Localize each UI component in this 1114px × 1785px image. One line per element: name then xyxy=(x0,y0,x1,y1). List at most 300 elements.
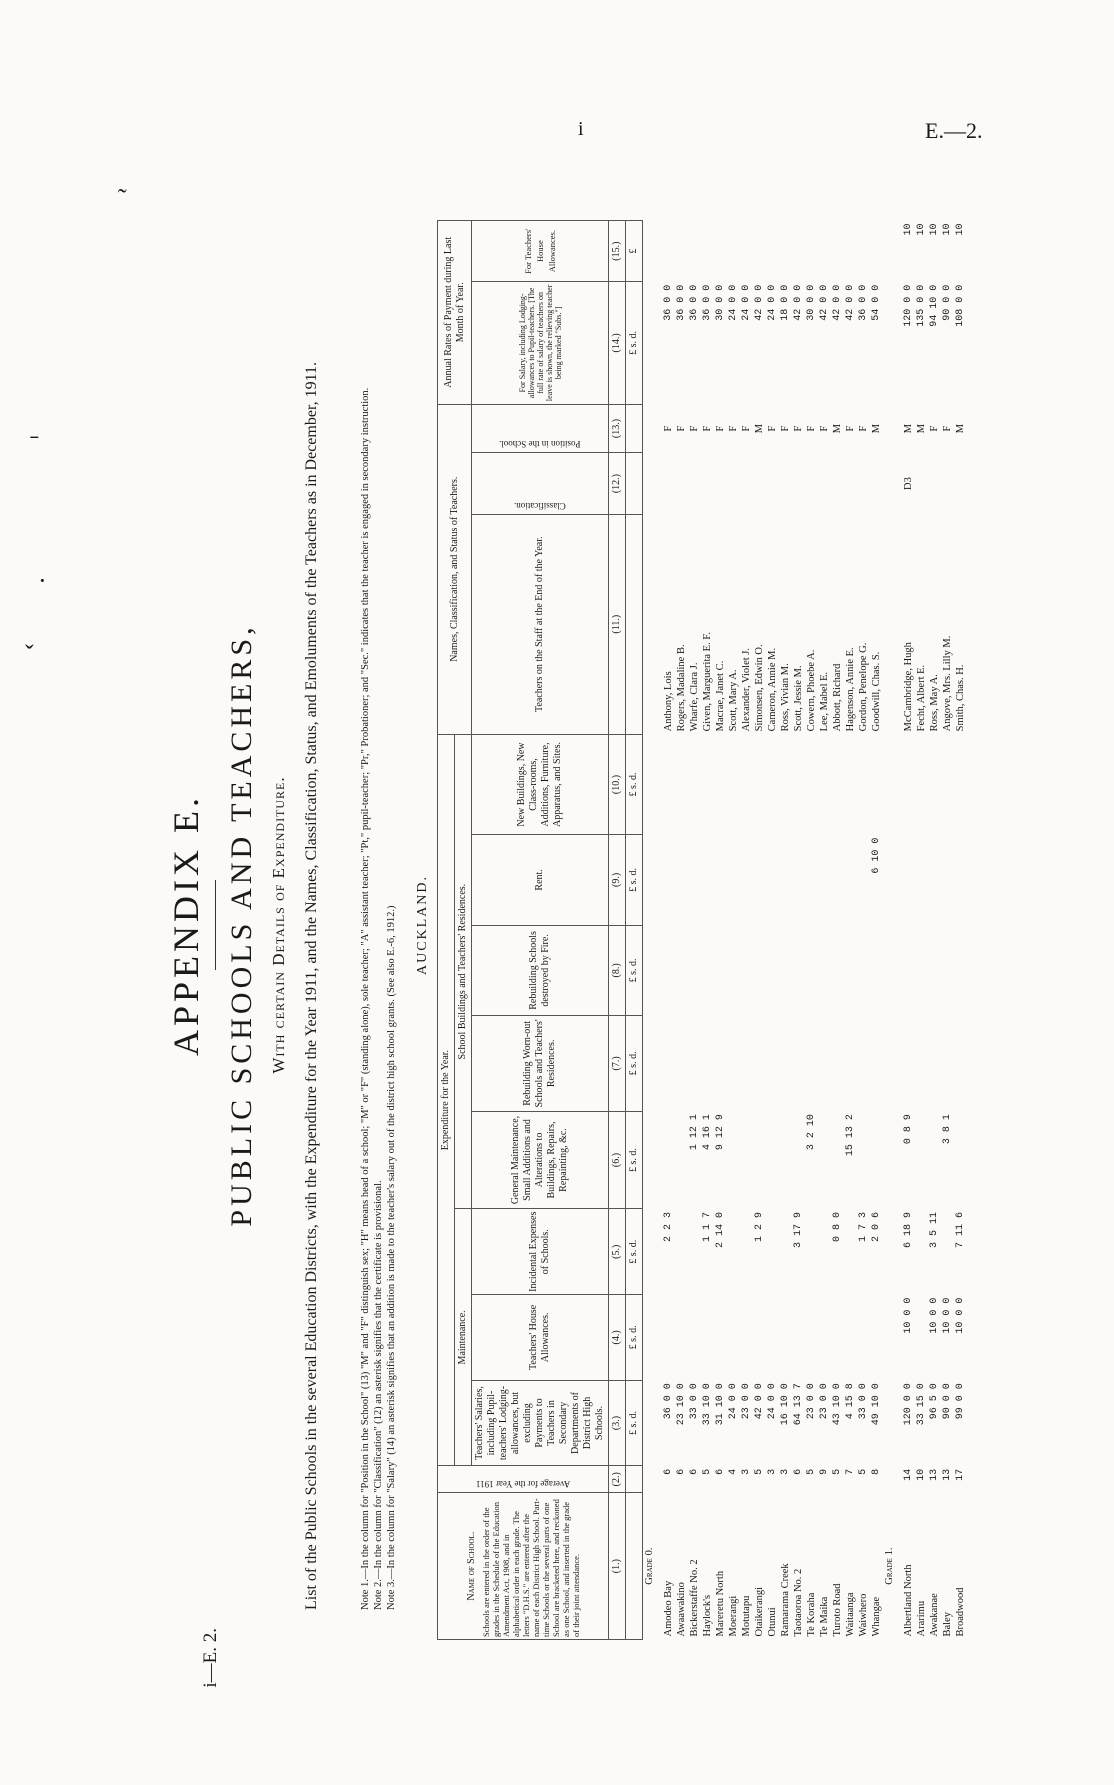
column-number: (7.) xyxy=(609,1016,626,1111)
house-rate-value: 10 xyxy=(915,223,927,236)
rent-value xyxy=(818,835,831,926)
classification-value xyxy=(870,453,883,514)
column-number: (11.) xyxy=(609,514,626,734)
house-allowance-value: 10 0 0 xyxy=(902,1297,914,1334)
salary-rate-value: 42 0 0 xyxy=(844,284,856,321)
empty-cell xyxy=(643,404,657,453)
rebuilding-wornout-value xyxy=(844,1016,857,1111)
empty-cell xyxy=(883,734,896,834)
rent-value xyxy=(688,835,701,926)
notes-block xyxy=(359,240,398,1610)
new-buildings-value xyxy=(941,734,954,834)
average-attendance: 8 xyxy=(870,1468,882,1475)
rebuilding-fire-value xyxy=(928,925,941,1016)
empty-cell xyxy=(643,1209,657,1295)
salary-rate-value: 42 0 0 xyxy=(818,284,830,321)
salary-rate-value: 94 10 0 xyxy=(928,284,940,327)
house-allowance-value: 10 0 0 xyxy=(954,1297,966,1334)
teacher-name: Hagenson, Annie E. xyxy=(844,647,856,732)
teacher-name: Gordon, Penelope G. xyxy=(857,642,869,732)
rebuilding-wornout-value xyxy=(740,1016,753,1111)
rebuilding-wornout-value xyxy=(675,1016,688,1111)
classification-value xyxy=(792,453,805,514)
note-1: Note 1.—In the column for "Position in the School" (13) "M" and "F" distinguish sex; "H" means head of a school; "M" or "F" (standing alone), sole teacher; "A" assistant teacher; "Pt," pupil-teacher; "Pr," Probationer; and "Sec." indicates that the teacher is engaged in secondary instruction. xyxy=(360,387,371,1610)
position-value: F xyxy=(714,425,726,432)
teacher-name: Scott, Jessie M. xyxy=(792,665,804,732)
table-row xyxy=(675,221,688,1640)
teacher-name: Simonsen, Edwin O. xyxy=(753,644,765,732)
house-allowance-value xyxy=(792,1295,805,1381)
teacher-name: Scott, Mary A. xyxy=(727,669,739,732)
table-row xyxy=(701,221,714,1640)
document-subtitle: PUBLIC SCHOOLS AND TEACHERS, xyxy=(225,623,258,1227)
rebuilding-wornout-value xyxy=(688,1016,701,1111)
header-position: Position in the School. xyxy=(472,404,609,453)
new-buildings-value xyxy=(805,734,818,834)
average-attendance: 6 xyxy=(714,1468,726,1475)
table-row xyxy=(740,221,753,1640)
empty-cell xyxy=(883,1295,896,1381)
empty-cell xyxy=(883,404,896,453)
header-house-allowances: Teachers' House Allowances. xyxy=(472,1295,609,1381)
column-number: (13.) xyxy=(609,404,626,453)
salaries-value: 42 0 0 xyxy=(753,1383,765,1420)
table-row xyxy=(792,221,805,1640)
document-subtitle-detail: With certain Details of Expenditure. xyxy=(269,776,288,1074)
rebuilding-wornout-value xyxy=(727,1016,740,1111)
position-value: F xyxy=(727,425,739,432)
school-name: Ararimu xyxy=(915,1600,927,1637)
salary-rate-value: 30 0 0 xyxy=(805,284,817,321)
salaries-value: 120 0 0 xyxy=(902,1383,914,1426)
position-value: F xyxy=(740,425,752,432)
rebuilding-wornout-value xyxy=(656,1016,675,1111)
salary-rate-value: 24 0 0 xyxy=(727,284,739,321)
empty-cell xyxy=(643,1380,657,1466)
position-value: F xyxy=(818,425,830,432)
position-value: F xyxy=(662,425,674,432)
salaries-value: 49 10 0 xyxy=(870,1383,882,1426)
salaries-value: 90 0 0 xyxy=(941,1383,953,1420)
average-attendance: 6 xyxy=(662,1468,674,1475)
note-2: Note 2.—In the column for "Classification" (12) an asterisk signifies that the certificate is provisional. xyxy=(373,1180,384,1610)
house-allowance-value xyxy=(818,1295,831,1381)
rent-value xyxy=(844,835,857,926)
salary-rate-value: 36 0 0 xyxy=(662,284,674,321)
empty-cell xyxy=(643,221,657,282)
rebuilding-fire-value xyxy=(870,925,883,1016)
table-row xyxy=(941,221,954,1640)
house-rate-value xyxy=(792,221,805,282)
house-allowance-value xyxy=(805,1295,818,1381)
new-buildings-value xyxy=(844,734,857,834)
school-name: Turoto Road xyxy=(831,1583,843,1637)
column-number: (8.) xyxy=(609,925,626,1016)
header-buildings: School Buildings and Teachers' Residences. xyxy=(455,734,472,1209)
teacher-name: Fecht, Albert E. xyxy=(915,664,927,732)
incidental-value xyxy=(818,1209,831,1295)
new-buildings-value xyxy=(915,734,928,834)
position-value: F xyxy=(766,425,778,432)
house-rate-value xyxy=(844,221,857,282)
classification-value xyxy=(928,453,941,514)
salary-rate-value: 18 0 0 xyxy=(779,284,791,321)
salaries-value: 99 0 0 xyxy=(954,1383,966,1420)
scan-mark: · xyxy=(38,566,47,595)
rebuilding-fire-value xyxy=(701,925,714,1016)
new-buildings-value xyxy=(857,734,870,834)
general-maintenance-value: 3 2 10 xyxy=(805,1114,817,1151)
house-rate-value: 10 xyxy=(954,223,966,236)
average-attendance: 13 xyxy=(941,1468,953,1481)
general-maintenance-value xyxy=(928,1111,941,1209)
header-expenditure: Expenditure for the Year. xyxy=(438,734,455,1465)
salaries-value: 64 13 7 xyxy=(792,1383,804,1426)
classification-value xyxy=(688,453,701,514)
schools-table xyxy=(437,220,967,1640)
empty-cell xyxy=(643,1466,657,1493)
rebuilding-wornout-value xyxy=(714,1016,727,1111)
rebuilding-fire-value xyxy=(805,925,818,1016)
house-allowance-value xyxy=(701,1295,714,1381)
header-salary-rate: For Salary, including Lodging-allowances to Pupil-teachers. [The full rate of salary of teachers on leave is shown, the relieving teacher being marked "Subs."] xyxy=(472,282,609,404)
new-buildings-value xyxy=(727,734,740,834)
average-attendance: 10 xyxy=(915,1468,927,1481)
rebuilding-fire-value xyxy=(915,925,928,1016)
header-house-rate: For Teachers' House Allowances. xyxy=(472,221,609,282)
position-value: F xyxy=(941,425,953,432)
incidental-value: 3 5 11 xyxy=(928,1211,940,1248)
average-attendance: 14 xyxy=(902,1468,914,1481)
average-attendance: 9 xyxy=(818,1468,830,1475)
house-allowance-value xyxy=(656,1295,675,1381)
classification-value xyxy=(941,453,954,514)
school-name: Broadwood xyxy=(954,1587,966,1637)
incidental-value xyxy=(675,1209,688,1295)
classification-value xyxy=(954,453,967,514)
new-buildings-value xyxy=(870,734,883,834)
house-allowance-value xyxy=(766,1295,779,1381)
average-attendance: 6 xyxy=(792,1468,804,1475)
header-rebuilding-wornout: Rebuilding Worn-out Schools and Teachers' Residences. xyxy=(472,1016,609,1111)
house-rate-value xyxy=(688,221,701,282)
teacher-name: Rogers, Madaline B. xyxy=(675,644,687,732)
general-maintenance-value xyxy=(766,1111,779,1209)
empty-cell xyxy=(883,835,896,926)
salary-rate-value: 36 0 0 xyxy=(688,284,700,321)
general-maintenance-value xyxy=(779,1111,792,1209)
header-teachers: Teachers on the Staff at the End of the Year. xyxy=(472,514,609,734)
salary-rate-value: 24 0 0 xyxy=(766,284,778,321)
header-rebuilding-fire: Rebuilding Schools destroyed by Fire. xyxy=(472,925,609,1016)
classification-value xyxy=(857,453,870,514)
house-rate-value: 10 xyxy=(902,223,914,236)
column-number-row xyxy=(609,221,626,1640)
classification-value xyxy=(740,453,753,514)
grade-label: Grade 0. xyxy=(643,1547,655,1585)
empty-cell xyxy=(883,514,896,734)
rent-value xyxy=(954,835,967,926)
rebuilding-wornout-value xyxy=(766,1016,779,1111)
empty-cell xyxy=(643,453,657,514)
general-maintenance-value xyxy=(954,1111,967,1209)
salaries-value: 23 0 0 xyxy=(740,1383,752,1420)
empty-cell xyxy=(643,1016,657,1111)
classification-value xyxy=(818,453,831,514)
new-buildings-value xyxy=(831,734,844,834)
house-rate-value xyxy=(714,221,727,282)
new-buildings-value xyxy=(954,734,967,834)
rebuilding-wornout-value xyxy=(805,1016,818,1111)
rebuilding-wornout-value xyxy=(818,1016,831,1111)
average-attendance: 6 xyxy=(688,1468,700,1475)
rebuilding-wornout-value xyxy=(941,1016,954,1111)
header-general-maintenance: General Maintenance, Small Additions and Alterations to Buildings, Repairs, Repainting, &c. xyxy=(472,1111,609,1209)
incidental-value xyxy=(688,1209,701,1295)
house-rate-value xyxy=(831,221,844,282)
teacher-name: Abbott, Richard xyxy=(831,663,843,732)
position-value: F xyxy=(701,425,713,432)
average-attendance: 3 xyxy=(779,1468,791,1475)
rebuilding-fire-value xyxy=(896,925,915,1016)
rent-value xyxy=(805,835,818,926)
empty-cell xyxy=(883,1209,896,1295)
rebuilding-fire-value xyxy=(714,925,727,1016)
house-allowance-value xyxy=(779,1295,792,1381)
column-number: (14.) xyxy=(609,282,626,404)
rebuilding-fire-value xyxy=(792,925,805,1016)
salaries-value: 43 10 0 xyxy=(831,1383,843,1426)
rebuilding-fire-value xyxy=(831,925,844,1016)
position-value: M xyxy=(831,423,843,434)
salary-rate-value: 36 0 0 xyxy=(857,284,869,321)
column-number: (3.) xyxy=(609,1380,626,1466)
empty-cell xyxy=(643,282,657,404)
incidental-value: 6 18 9 xyxy=(902,1211,914,1248)
rent-value xyxy=(857,835,870,926)
general-maintenance-value: 3 8 1 xyxy=(941,1114,953,1145)
empty-cell xyxy=(643,835,657,926)
salaries-value: 16 10 0 xyxy=(779,1383,791,1426)
school-name: Awakanae xyxy=(928,1593,940,1637)
salaries-value: 23 0 0 xyxy=(805,1383,817,1420)
table-row xyxy=(915,221,928,1640)
new-buildings-value xyxy=(779,734,792,834)
salaries-value: 33 0 0 xyxy=(857,1383,869,1420)
school-name: Amodeo Bay xyxy=(662,1580,674,1637)
house-allowance-value: 10 0 0 xyxy=(941,1297,953,1334)
average-attendance: 13 xyxy=(928,1468,940,1481)
house-rate-value xyxy=(740,221,753,282)
teacher-name: McCambridge, Hugh xyxy=(902,642,914,732)
salaries-value: 31 10 0 xyxy=(714,1383,726,1426)
rent-value xyxy=(831,835,844,926)
house-allowance-value xyxy=(688,1295,701,1381)
column-number: (2.) xyxy=(609,1466,626,1493)
table-row xyxy=(727,221,740,1640)
school-name: Haylock's xyxy=(701,1594,713,1637)
salary-rate-value: 108 0 0 xyxy=(954,284,966,327)
school-name: Bickerstaffe No. 2 xyxy=(688,1559,700,1637)
empty-cell xyxy=(643,1111,657,1209)
classification-value xyxy=(779,453,792,514)
rebuilding-wornout-value xyxy=(857,1016,870,1111)
house-allowance-value xyxy=(915,1295,928,1381)
rebuilding-fire-value xyxy=(779,925,792,1016)
rent-value: 6 10 0 xyxy=(870,837,882,874)
classification-value xyxy=(805,453,818,514)
average-attendance: 17 xyxy=(954,1468,966,1481)
house-allowance-value xyxy=(714,1295,727,1381)
school-name: Moerangi xyxy=(727,1595,739,1637)
classification-value xyxy=(915,453,928,514)
general-maintenance-value xyxy=(915,1111,928,1209)
empty-cell xyxy=(883,453,896,514)
average-attendance: 3 xyxy=(766,1468,778,1475)
house-rate-value: 10 xyxy=(928,223,940,236)
new-buildings-value xyxy=(656,734,675,834)
teacher-name: Cameron, Annie M. xyxy=(766,647,778,732)
average-attendance: 3 xyxy=(740,1468,752,1475)
page-reference-left: i—E. 2. xyxy=(200,1628,221,1688)
table-row xyxy=(656,221,675,1640)
lede-paragraph: List of the Public Schools in the several Education Districts, with the Expenditure for the Year 1911, and the Names, Classification, Status, and Emoluments of the Teachers as in December, 1911. xyxy=(303,361,320,1610)
rebuilding-fire-value xyxy=(753,925,766,1016)
incidental-value: 2 2 3 xyxy=(662,1211,674,1242)
column-number: (4.) xyxy=(609,1295,626,1381)
house-allowance-value xyxy=(740,1295,753,1381)
general-maintenance-value xyxy=(675,1111,688,1209)
new-buildings-value xyxy=(896,734,915,834)
house-rate-value xyxy=(675,221,688,282)
table-row xyxy=(818,221,831,1640)
average-attendance: 4 xyxy=(727,1468,739,1475)
rebuilding-wornout-value xyxy=(870,1016,883,1111)
position-value: M xyxy=(915,423,927,434)
note-3: Note 3.—In the column for "Salary" (14) an asterisk signifies that an addition is made to the teacher's salary out of the district high school grants. (See also E.-6, 1912.) xyxy=(386,905,397,1610)
position-value: M xyxy=(870,423,882,434)
incidental-value xyxy=(844,1209,857,1295)
average-attendance: 7 xyxy=(844,1468,856,1475)
header-name-of-school: Name of School. Schools are entered in the order of the grades in the Schedule of the Education Amendment Act, 1908, and in alphabetical order in each grade. The letters "D.H.S." are entered after the name of each District High School. Part-time Schools or the several parts of one School are bracketed here, and reckoned as one School, and inserted in the grade of their joint attendance. xyxy=(438,1493,609,1640)
school-name: Motutapu xyxy=(740,1595,752,1637)
table-row xyxy=(954,221,967,1640)
school-name: Te Koraha xyxy=(805,1592,817,1637)
average-attendance: 6 xyxy=(675,1468,687,1475)
house-allowance-value xyxy=(844,1295,857,1381)
table-row xyxy=(857,221,870,1640)
house-rate-value xyxy=(701,221,714,282)
general-maintenance-value xyxy=(656,1111,675,1209)
rebuilding-fire-value xyxy=(688,925,701,1016)
incidental-value xyxy=(941,1209,954,1295)
header-classification: Classification. xyxy=(472,453,609,514)
table-row xyxy=(844,221,857,1640)
title-rule xyxy=(215,880,216,970)
rent-value xyxy=(792,835,805,926)
classification-value: D3 xyxy=(902,477,914,490)
rent-value xyxy=(740,835,753,926)
column-number: (5.) xyxy=(609,1209,626,1295)
general-maintenance-value: 4 16 1 xyxy=(701,1114,713,1151)
header-salaries: Teachers' Salaries, including Pupil-teachers' Lodging-allowances, but excluding Payments to Teachers in Secondary Departments of District High Schools. xyxy=(472,1380,609,1466)
scan-mark: ˜ xyxy=(118,184,127,213)
empty-cell xyxy=(643,1295,657,1381)
house-allowance-value xyxy=(831,1295,844,1381)
rent-value xyxy=(656,835,675,926)
salary-rate-value: 42 0 0 xyxy=(792,284,804,321)
empty-cell xyxy=(643,925,657,1016)
rebuilding-wornout-value xyxy=(753,1016,766,1111)
table-row xyxy=(870,221,883,1640)
salary-rate-value: 24 0 0 xyxy=(740,284,752,321)
grade-heading-row xyxy=(643,221,657,1640)
general-maintenance-value: 15 13 2 xyxy=(844,1114,856,1157)
incidental-value: 2 14 0 xyxy=(714,1211,726,1248)
school-name: Mareretu North xyxy=(714,1570,726,1637)
rent-value xyxy=(779,835,792,926)
table-row xyxy=(779,221,792,1640)
grade-heading-row xyxy=(883,221,896,1640)
incidental-value xyxy=(727,1209,740,1295)
empty-cell xyxy=(883,1380,896,1466)
scan-mark: ˉ xyxy=(30,430,39,459)
general-maintenance-value xyxy=(831,1111,844,1209)
salaries-value: 96 5 0 xyxy=(928,1383,940,1420)
incidental-value: 1 1 7 xyxy=(701,1211,713,1242)
house-rate-value xyxy=(805,221,818,282)
teacher-name: Given, Marguerita E. F. xyxy=(701,632,713,732)
rent-value xyxy=(928,835,941,926)
rent-value xyxy=(941,835,954,926)
salary-rate-value: 36 0 0 xyxy=(701,284,713,321)
column-number: (1.) xyxy=(609,1493,626,1640)
teacher-name: Cowern, Phoebe A. xyxy=(805,649,817,732)
general-maintenance-value: 0 8 9 xyxy=(902,1114,914,1145)
header-incidental: Incidental Expenses of Schools. xyxy=(472,1209,609,1295)
school-name: Awaawakino xyxy=(675,1582,687,1637)
empty-cell xyxy=(883,925,896,1016)
position-value: F xyxy=(928,425,940,432)
rebuilding-wornout-value xyxy=(954,1016,967,1111)
column-number: (15.) xyxy=(609,221,626,282)
rebuilding-fire-value xyxy=(740,925,753,1016)
average-attendance: 5 xyxy=(805,1468,817,1475)
new-buildings-value xyxy=(740,734,753,834)
grade-label: Grade 1. xyxy=(883,1547,895,1585)
general-maintenance-value xyxy=(740,1111,753,1209)
teacher-name: Smith, Chas. H. xyxy=(954,664,966,732)
salaries-value: 24 0 0 xyxy=(727,1383,739,1420)
header-rent: Rent. xyxy=(472,835,609,926)
currency-row: £ s. d. £ s. d. £ s. d. £ s. d. £ s. d. £ s. d. £ s. d. £ s. d. £ s. d. £ xyxy=(626,221,643,1640)
rent-value xyxy=(766,835,779,926)
rebuilding-fire-value xyxy=(857,925,870,1016)
rebuilding-wornout-value xyxy=(896,1016,915,1111)
classification-value xyxy=(727,453,740,514)
header-average: Average for the Year 1911 xyxy=(438,1466,609,1493)
salaries-value: 33 15 0 xyxy=(915,1383,927,1426)
empty-cell xyxy=(883,1466,896,1493)
house-allowance-value xyxy=(753,1295,766,1381)
school-name: Ramarama Creek xyxy=(779,1563,791,1637)
new-buildings-value xyxy=(675,734,688,834)
salary-rate-value: 36 0 0 xyxy=(675,284,687,321)
salary-rate-value: 30 0 0 xyxy=(714,284,726,321)
new-buildings-value xyxy=(701,734,714,834)
table-row xyxy=(753,221,766,1640)
average-attendance: 5 xyxy=(753,1468,765,1475)
